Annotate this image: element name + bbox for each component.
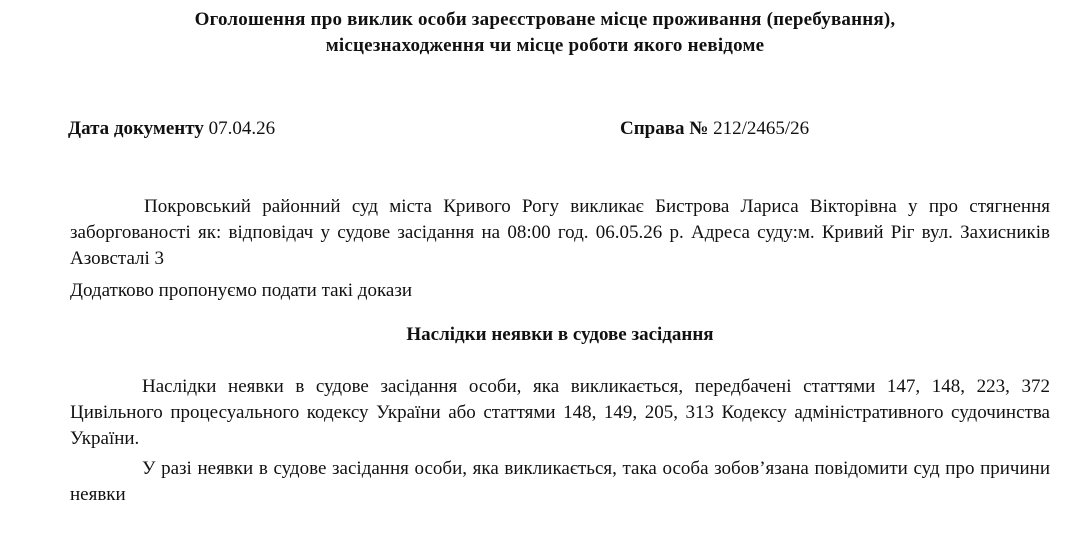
- document-title-line1: Оголошення про виклик особи зареєстроване місце проживання (перебування),: [194, 9, 896, 30]
- case-number: [620, 118, 809, 140]
- document-date: [68, 118, 275, 140]
- case-number-label: Справа №: [620, 118, 709, 139]
- evidence-paragraph: Додатково пропонуємо подати такі докази: [70, 280, 413, 301]
- document-title-line2: місцезнаходження чи місце роботи якого невідоме: [325, 35, 765, 56]
- document-date-label: Дата документу: [68, 118, 204, 139]
- obligation-paragraph: У разі неявки в судове засідання особи, яка викликається, така особа зобов’язана повідомити суд про причини неявки: [70, 458, 1050, 505]
- case-number-value: 212/2465/26: [713, 118, 810, 139]
- consequences-heading: Наслідки неявки в судове засідання: [406, 324, 714, 345]
- consequences-paragraph: Наслідки неявки в судове засідання особи, яка викликається, передбачені статтями 147, 148, 223, 372 Цивільного процесуального кодексу України або статтями 148, 149, 205, 313 Кодексу адміністративного судочинства України.: [70, 376, 1050, 449]
- summons-paragraph: Покровський районний суд міста Кривого Рогу викликає Бистрова Лариса Вікторівна у про стягнення заборгованості як: відповідач у судове засідання на 08:00 год. 06.05.26 р. Адреса суду:м. Кривий Ріг вул. Захисників Азовсталі 3: [70, 196, 1050, 269]
- document-date-value: 07.04.26: [208, 118, 276, 139]
